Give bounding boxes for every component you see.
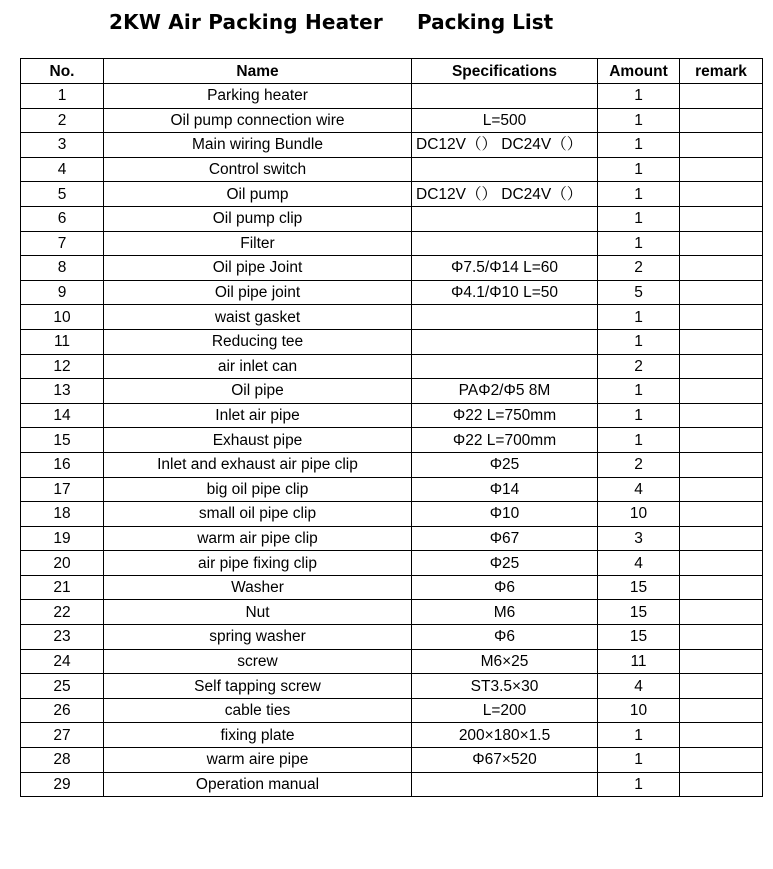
cell-remark: [680, 674, 763, 699]
cell-specifications: [412, 157, 598, 182]
cell-specifications: [412, 206, 598, 231]
document-title: 2KW Air Packing Heater: [109, 10, 383, 34]
cell-name: screw: [104, 649, 412, 674]
cell-specifications: Φ22 L=700mm: [412, 428, 598, 453]
cell-amount: 15: [598, 575, 680, 600]
table-row: [21, 108, 763, 133]
cell-specifications: Φ10: [412, 502, 598, 527]
cell-no: 13: [21, 379, 104, 404]
cell-remark: [680, 108, 763, 133]
column-header-remark: remark: [680, 59, 763, 84]
table-row: [21, 403, 763, 428]
cell-remark: [680, 354, 763, 379]
cell-name: Exhaust pipe: [104, 428, 412, 453]
table-row: [21, 551, 763, 576]
cell-no: 15: [21, 428, 104, 453]
cell-remark: [680, 575, 763, 600]
cell-name: Washer: [104, 575, 412, 600]
table-row: [21, 354, 763, 379]
cell-name: Oil pump clip: [104, 206, 412, 231]
cell-specifications: DC12V（） DC24V（）: [412, 133, 598, 158]
cell-specifications: Φ6: [412, 575, 598, 600]
cell-no: 19: [21, 526, 104, 551]
column-header-amount: Amount: [598, 59, 680, 84]
cell-name: Oil pump: [104, 182, 412, 207]
cell-no: 8: [21, 256, 104, 281]
cell-name: Oil pipe joint: [104, 280, 412, 305]
cell-no: 3: [21, 133, 104, 158]
table-row: [21, 674, 763, 699]
cell-name: small oil pipe clip: [104, 502, 412, 527]
cell-no: 10: [21, 305, 104, 330]
cell-no: 21: [21, 575, 104, 600]
cell-amount: 1: [598, 182, 680, 207]
cell-no: 24: [21, 649, 104, 674]
cell-specifications: [412, 329, 598, 354]
cell-remark: [680, 600, 763, 625]
cell-name: Inlet air pipe: [104, 403, 412, 428]
cell-amount: 2: [598, 452, 680, 477]
cell-amount: 1: [598, 428, 680, 453]
cell-remark: [680, 502, 763, 527]
table-row: [21, 772, 763, 797]
cell-specifications: Φ6: [412, 625, 598, 650]
cell-amount: 3: [598, 526, 680, 551]
cell-no: 23: [21, 625, 104, 650]
cell-remark: [680, 698, 763, 723]
cell-name: Operation manual: [104, 772, 412, 797]
cell-amount: 4: [598, 551, 680, 576]
cell-specifications: Φ4.1/Φ10 L=50: [412, 280, 598, 305]
cell-no: 6: [21, 206, 104, 231]
cell-no: 7: [21, 231, 104, 256]
cell-amount: 15: [598, 625, 680, 650]
cell-specifications: [412, 305, 598, 330]
cell-specifications: Φ22 L=750mm: [412, 403, 598, 428]
cell-name: warm aire pipe: [104, 748, 412, 773]
cell-no: 22: [21, 600, 104, 625]
cell-amount: 2: [598, 256, 680, 281]
table-row: [21, 256, 763, 281]
cell-amount: 1: [598, 329, 680, 354]
cell-name: Filter: [104, 231, 412, 256]
column-header-no: No.: [21, 59, 104, 84]
table-row: [21, 452, 763, 477]
table-row: [21, 526, 763, 551]
cell-remark: [680, 551, 763, 576]
cell-remark: [680, 182, 763, 207]
cell-amount: 1: [598, 231, 680, 256]
cell-specifications: 200×180×1.5: [412, 723, 598, 748]
cell-remark: [680, 625, 763, 650]
cell-amount: 4: [598, 477, 680, 502]
cell-no: 20: [21, 551, 104, 576]
column-header-name: Name: [104, 59, 412, 84]
table-row: [21, 157, 763, 182]
cell-no: 11: [21, 329, 104, 354]
cell-remark: [680, 403, 763, 428]
cell-amount: 1: [598, 84, 680, 109]
cell-name: Main wiring Bundle: [104, 133, 412, 158]
cell-amount: 1: [598, 772, 680, 797]
table-row: [21, 428, 763, 453]
cell-remark: [680, 231, 763, 256]
document-header: [0, 8, 773, 38]
table-row: [21, 231, 763, 256]
cell-specifications: Φ14: [412, 477, 598, 502]
table-row: [21, 477, 763, 502]
cell-specifications: [412, 84, 598, 109]
cell-no: 5: [21, 182, 104, 207]
cell-amount: 10: [598, 502, 680, 527]
table-row: [21, 329, 763, 354]
cell-specifications: M6×25: [412, 649, 598, 674]
cell-no: 26: [21, 698, 104, 723]
table-row: [21, 84, 763, 109]
cell-name: Oil pipe Joint: [104, 256, 412, 281]
cell-no: 18: [21, 502, 104, 527]
cell-no: 2: [21, 108, 104, 133]
cell-name: Parking heater: [104, 84, 412, 109]
cell-specifications: Φ25: [412, 551, 598, 576]
cell-specifications: Φ25: [412, 452, 598, 477]
cell-remark: [680, 206, 763, 231]
cell-no: 25: [21, 674, 104, 699]
cell-remark: [680, 477, 763, 502]
cell-specifications: [412, 772, 598, 797]
cell-amount: 2: [598, 354, 680, 379]
table-row: [21, 182, 763, 207]
cell-specifications: Φ67: [412, 526, 598, 551]
cell-remark: [680, 452, 763, 477]
cell-no: 1: [21, 84, 104, 109]
cell-remark: [680, 723, 763, 748]
cell-remark: [680, 280, 763, 305]
cell-amount: 11: [598, 649, 680, 674]
table-row: [21, 379, 763, 404]
cell-amount: 1: [598, 133, 680, 158]
table-row: [21, 575, 763, 600]
table-header-row: [21, 59, 763, 84]
cell-specifications: L=200: [412, 698, 598, 723]
cell-name: Inlet and exhaust air pipe clip: [104, 452, 412, 477]
cell-remark: [680, 133, 763, 158]
cell-specifications: PAΦ2/Φ5 8M: [412, 379, 598, 404]
cell-remark: [680, 157, 763, 182]
cell-specifications: [412, 231, 598, 256]
cell-remark: [680, 84, 763, 109]
cell-remark: [680, 329, 763, 354]
cell-remark: [680, 428, 763, 453]
cell-amount: 1: [598, 206, 680, 231]
cell-amount: 10: [598, 698, 680, 723]
table-row: [21, 206, 763, 231]
cell-specifications: ST3.5×30: [412, 674, 598, 699]
cell-name: big oil pipe clip: [104, 477, 412, 502]
cell-no: 12: [21, 354, 104, 379]
table-row: [21, 698, 763, 723]
cell-remark: [680, 649, 763, 674]
table-row: [21, 280, 763, 305]
column-header-specifications: Specifications: [412, 59, 598, 84]
cell-name: Nut: [104, 600, 412, 625]
table-row: [21, 625, 763, 650]
cell-no: 14: [21, 403, 104, 428]
table-row: [21, 748, 763, 773]
cell-name: cable ties: [104, 698, 412, 723]
cell-name: air inlet can: [104, 354, 412, 379]
table-row: [21, 133, 763, 158]
cell-specifications: Φ67×520: [412, 748, 598, 773]
cell-name: waist gasket: [104, 305, 412, 330]
cell-specifications: M6: [412, 600, 598, 625]
cell-name: air pipe fixing clip: [104, 551, 412, 576]
cell-no: 29: [21, 772, 104, 797]
cell-name: Oil pipe: [104, 379, 412, 404]
table-body: [21, 84, 763, 797]
cell-no: 28: [21, 748, 104, 773]
cell-amount: 5: [598, 280, 680, 305]
packing-list-table: [20, 58, 763, 797]
cell-amount: 1: [598, 379, 680, 404]
cell-amount: 1: [598, 157, 680, 182]
cell-no: 16: [21, 452, 104, 477]
cell-specifications: L=500: [412, 108, 598, 133]
cell-remark: [680, 256, 763, 281]
cell-name: fixing plate: [104, 723, 412, 748]
cell-remark: [680, 379, 763, 404]
cell-remark: [680, 305, 763, 330]
cell-name: Control switch: [104, 157, 412, 182]
cell-no: 17: [21, 477, 104, 502]
cell-name: warm air pipe clip: [104, 526, 412, 551]
cell-amount: 15: [598, 600, 680, 625]
cell-amount: 1: [598, 748, 680, 773]
table-row: [21, 649, 763, 674]
table-row: [21, 723, 763, 748]
cell-amount: 1: [598, 108, 680, 133]
cell-name: Reducing tee: [104, 329, 412, 354]
cell-amount: 1: [598, 403, 680, 428]
cell-amount: 1: [598, 723, 680, 748]
document-subtitle: Packing List: [417, 10, 554, 34]
cell-amount: 4: [598, 674, 680, 699]
cell-name: Self tapping screw: [104, 674, 412, 699]
cell-no: 27: [21, 723, 104, 748]
cell-specifications: [412, 354, 598, 379]
cell-name: spring washer: [104, 625, 412, 650]
cell-no: 9: [21, 280, 104, 305]
cell-amount: 1: [598, 305, 680, 330]
table-row: [21, 305, 763, 330]
cell-remark: [680, 748, 763, 773]
cell-remark: [680, 772, 763, 797]
cell-specifications: Φ7.5/Φ14 L=60: [412, 256, 598, 281]
cell-remark: [680, 526, 763, 551]
cell-no: 4: [21, 157, 104, 182]
table-row: [21, 502, 763, 527]
cell-name: Oil pump connection wire: [104, 108, 412, 133]
cell-specifications: DC12V（） DC24V（）: [412, 182, 598, 207]
table-row: [21, 600, 763, 625]
